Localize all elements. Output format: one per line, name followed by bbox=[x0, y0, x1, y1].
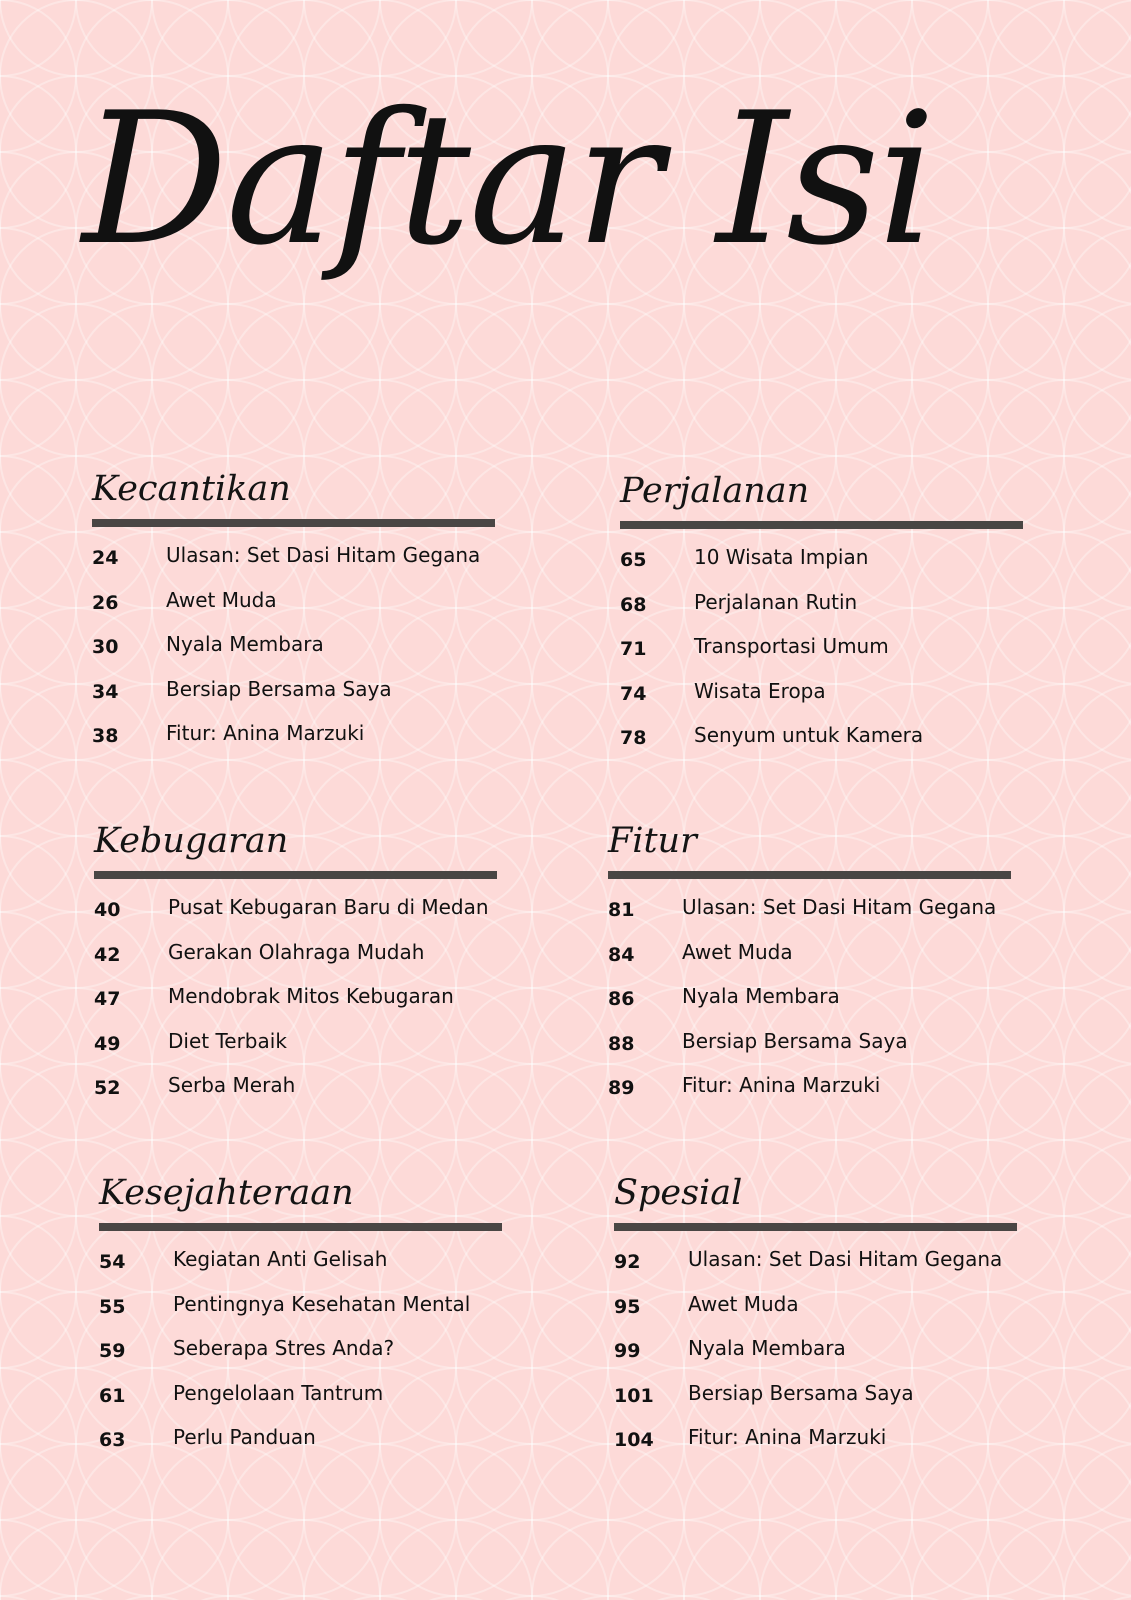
toc-entry[interactable] bbox=[99, 1423, 509, 1468]
toc-entry[interactable] bbox=[614, 1334, 1024, 1379]
toc-entry[interactable] bbox=[92, 719, 502, 764]
section-heading: Kecantikan bbox=[92, 469, 291, 509]
entry-page-number: 30 bbox=[92, 636, 119, 658]
section-divider bbox=[614, 1223, 1017, 1231]
entry-title: Senyum untuk Kamera bbox=[694, 723, 924, 747]
entry-page-number: 88 bbox=[608, 1032, 635, 1055]
entry-title: Pentingnya Kesehatan Mental bbox=[173, 1291, 471, 1316]
toc-entry[interactable] bbox=[614, 1245, 1024, 1290]
section-divider bbox=[99, 1223, 502, 1231]
section-divider bbox=[620, 521, 1023, 529]
entry-title: Fitur: Anina Marzuki bbox=[166, 721, 365, 745]
entry-title: Ulasan: Set Dasi Hitam Gegana bbox=[688, 1247, 1003, 1271]
entry-page-number: 74 bbox=[620, 682, 647, 705]
section-heading: Spesial bbox=[614, 1173, 743, 1213]
entry-page-number: 54 bbox=[99, 1251, 126, 1273]
entry-page-number: 24 bbox=[92, 547, 119, 569]
entry-page-number: 99 bbox=[614, 1340, 641, 1362]
entry-title: Awet Muda bbox=[688, 1291, 799, 1316]
section-perjalanan bbox=[620, 468, 1030, 766]
entry-page-number: 68 bbox=[620, 593, 647, 616]
toc-entry[interactable] bbox=[620, 588, 1030, 633]
entry-page-number: 42 bbox=[94, 943, 121, 966]
section-kebugaran bbox=[94, 818, 504, 1116]
section-heading: Perjalanan bbox=[620, 471, 810, 511]
entry-title: Serba Merah bbox=[168, 1073, 296, 1097]
entry-page-number: 47 bbox=[94, 988, 121, 1010]
entry-page-number: 101 bbox=[614, 1384, 654, 1407]
toc-entry[interactable] bbox=[608, 938, 1018, 983]
entry-title: Bersiap Bersama Saya bbox=[688, 1380, 914, 1405]
toc-entry-list bbox=[94, 893, 504, 1116]
toc-entry[interactable] bbox=[99, 1245, 509, 1290]
toc-entry[interactable] bbox=[92, 586, 502, 631]
entry-page-number: 65 bbox=[620, 549, 647, 571]
entry-page-number: 86 bbox=[608, 988, 635, 1010]
entry-page-number: 40 bbox=[94, 899, 121, 921]
section-heading: Fitur bbox=[608, 821, 697, 861]
entry-page-number: 49 bbox=[94, 1032, 121, 1055]
toc-entry[interactable] bbox=[99, 1334, 509, 1379]
toc-entry[interactable] bbox=[620, 721, 1030, 766]
toc-entry[interactable] bbox=[92, 630, 502, 675]
entry-title: Bersiap Bersama Saya bbox=[682, 1028, 908, 1053]
entry-title: Ulasan: Set Dasi Hitam Gegana bbox=[166, 543, 481, 567]
entry-title: Nyala Membara bbox=[166, 632, 324, 656]
entry-page-number: 92 bbox=[614, 1251, 641, 1273]
entry-page-number: 63 bbox=[99, 1429, 126, 1451]
section-fitur bbox=[608, 818, 1018, 1116]
toc-entry[interactable] bbox=[614, 1379, 1024, 1424]
entry-page-number: 104 bbox=[614, 1429, 654, 1451]
entry-page-number: 34 bbox=[92, 680, 119, 703]
toc-entry-list bbox=[608, 893, 1018, 1116]
pattern-circle bbox=[988, 1520, 1131, 1600]
toc-entry[interactable] bbox=[92, 675, 502, 720]
entry-title: Kegiatan Anti Gelisah bbox=[173, 1247, 388, 1271]
toc-entry[interactable] bbox=[620, 543, 1030, 588]
entry-page-number: 81 bbox=[608, 899, 635, 921]
toc-entry[interactable] bbox=[608, 982, 1018, 1027]
entry-title: Gerakan Olahraga Mudah bbox=[168, 939, 425, 964]
toc-entry[interactable] bbox=[620, 632, 1030, 677]
entry-title: Fitur: Anina Marzuki bbox=[688, 1425, 887, 1449]
page-title: Daftar Isi bbox=[82, 73, 934, 285]
entry-title: Perjalanan Rutin bbox=[694, 589, 858, 614]
section-divider bbox=[92, 519, 495, 527]
entry-title: Wisata Eropa bbox=[694, 678, 826, 703]
entry-title: Awet Muda bbox=[682, 939, 793, 964]
entry-page-number: 78 bbox=[620, 727, 647, 749]
entry-page-number: 52 bbox=[94, 1077, 121, 1099]
entry-title: Bersiap Bersama Saya bbox=[166, 676, 392, 701]
toc-entry[interactable] bbox=[608, 1071, 1018, 1116]
toc-entry[interactable] bbox=[94, 982, 504, 1027]
toc-entry[interactable] bbox=[94, 893, 504, 938]
toc-entry[interactable] bbox=[94, 1071, 504, 1116]
section-heading: Kebugaran bbox=[94, 821, 289, 861]
toc-entry-list bbox=[620, 543, 1030, 766]
entry-page-number: 26 bbox=[92, 591, 119, 614]
entry-page-number: 38 bbox=[92, 725, 119, 747]
toc-entry[interactable] bbox=[99, 1379, 509, 1424]
toc-entry[interactable] bbox=[94, 938, 504, 983]
toc-entry[interactable] bbox=[92, 541, 502, 586]
entry-title: Nyala Membara bbox=[682, 984, 840, 1008]
entry-title: Mendobrak Mitos Kebugaran bbox=[168, 984, 454, 1008]
entry-page-number: 59 bbox=[99, 1340, 126, 1362]
pattern-circle bbox=[0, 0, 76, 76]
pattern-circle bbox=[988, 0, 1131, 76]
entry-title: 10 Wisata Impian bbox=[694, 545, 869, 569]
toc-entry[interactable] bbox=[614, 1423, 1024, 1468]
entry-page-number: 84 bbox=[608, 943, 635, 966]
toc-entry[interactable] bbox=[608, 1027, 1018, 1072]
entry-page-number: 71 bbox=[620, 638, 647, 660]
entry-page-number: 95 bbox=[614, 1295, 641, 1318]
entry-title: Transportasi Umum bbox=[694, 634, 889, 658]
entry-page-number: 61 bbox=[99, 1384, 126, 1407]
entry-title: Seberapa Stres Anda? bbox=[173, 1336, 395, 1360]
section-spesial bbox=[614, 1170, 1024, 1468]
entry-page-number: 55 bbox=[99, 1295, 126, 1318]
toc-entry-list bbox=[92, 541, 502, 764]
section-kecantikan bbox=[92, 466, 502, 764]
entry-page-number: 89 bbox=[608, 1077, 635, 1099]
toc-entry[interactable] bbox=[99, 1290, 509, 1335]
section-divider bbox=[608, 871, 1011, 879]
toc-entry[interactable] bbox=[608, 893, 1018, 938]
toc-entry[interactable] bbox=[620, 677, 1030, 722]
section-kesejahteraan bbox=[99, 1170, 509, 1468]
entry-title: Perlu Panduan bbox=[173, 1425, 316, 1449]
entry-title: Awet Muda bbox=[166, 587, 277, 612]
entry-title: Pengelolaan Tantrum bbox=[173, 1380, 384, 1405]
entry-title: Ulasan: Set Dasi Hitam Gegana bbox=[682, 895, 997, 919]
entry-title: Nyala Membara bbox=[688, 1336, 846, 1360]
entry-title: Fitur: Anina Marzuki bbox=[682, 1073, 881, 1097]
entry-title: Pusat Kebugaran Baru di Medan bbox=[168, 895, 489, 919]
toc-entry[interactable] bbox=[614, 1290, 1024, 1335]
section-divider bbox=[94, 871, 497, 879]
toc-entry-list bbox=[99, 1245, 509, 1468]
toc-entry[interactable] bbox=[94, 1027, 504, 1072]
section-heading: Kesejahteraan bbox=[99, 1173, 354, 1213]
entry-title: Diet Terbaik bbox=[168, 1028, 287, 1053]
toc-entry-list bbox=[614, 1245, 1024, 1468]
